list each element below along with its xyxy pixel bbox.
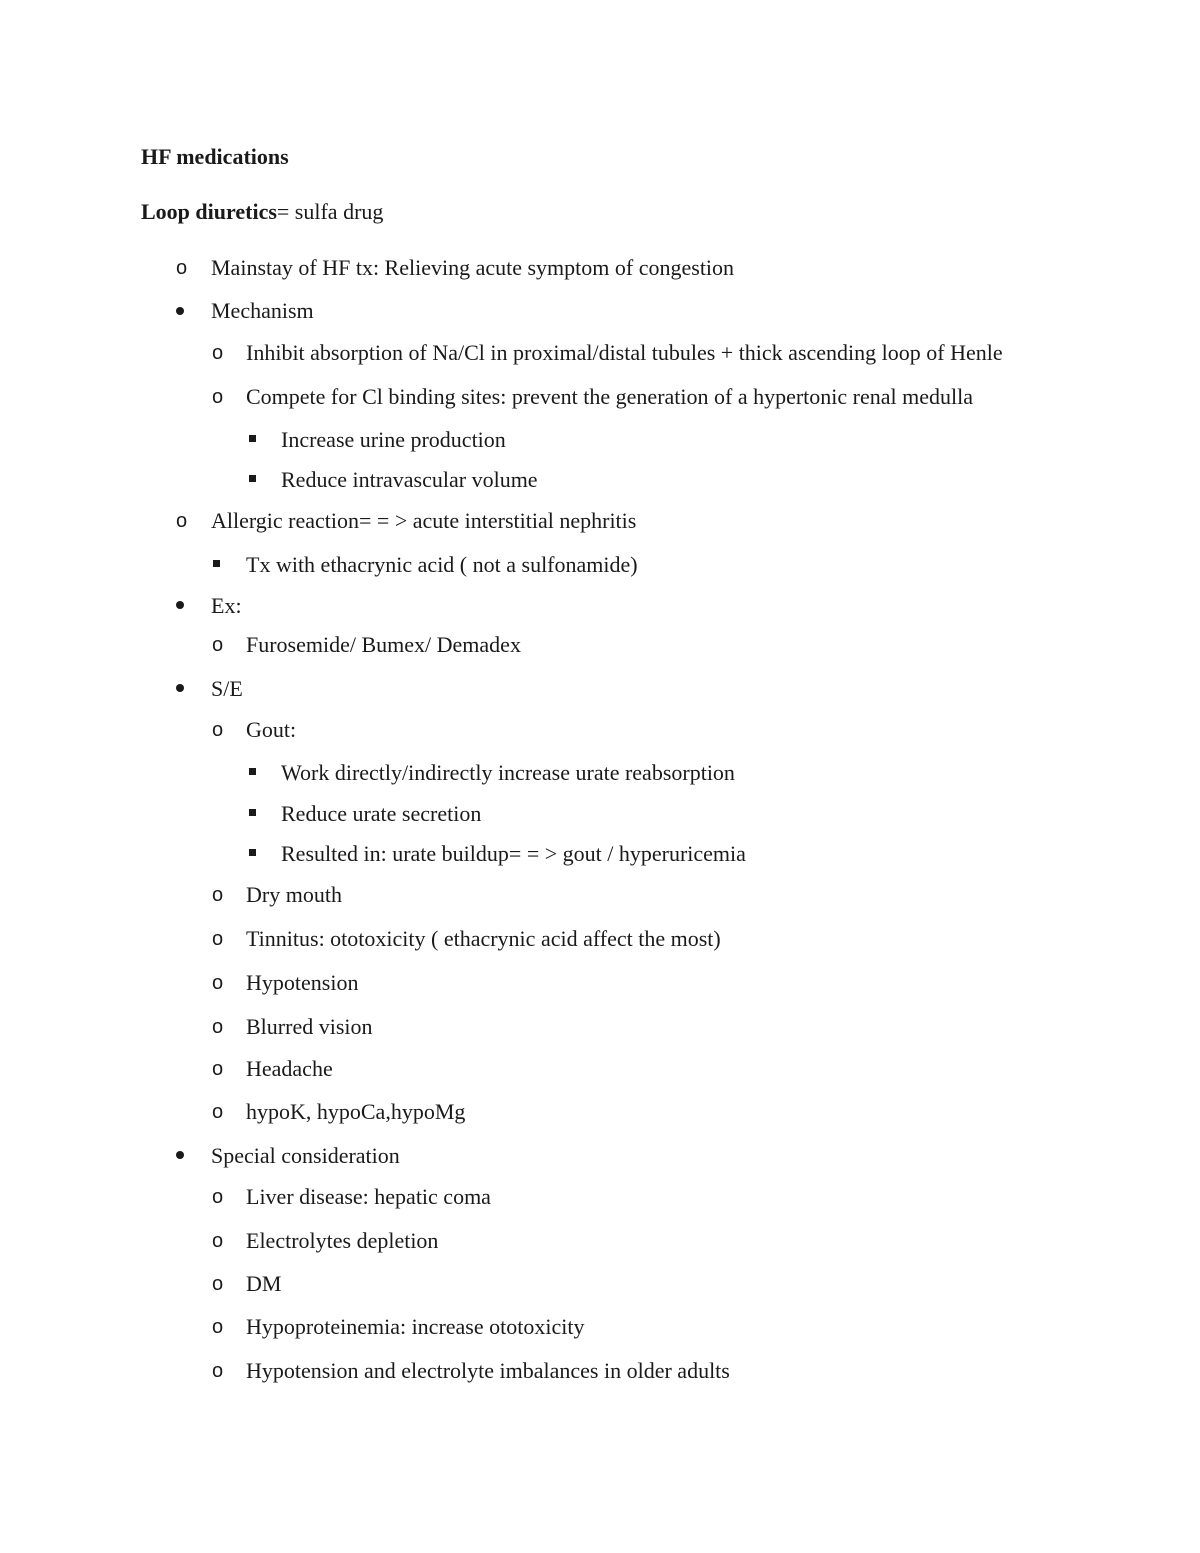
filled-dot-bullet-icon xyxy=(176,307,184,315)
list-item: Tx with ethacrynic acid ( not a sulfonamide) xyxy=(246,552,638,577)
list-item: Ex: xyxy=(211,593,242,618)
open-circle-bullet-icon: o xyxy=(212,928,224,950)
square-bullet-icon xyxy=(249,809,256,816)
section-heading xyxy=(141,199,383,225)
section-heading-rest: = sulfa drug xyxy=(276,199,384,224)
filled-dot-bullet-icon xyxy=(176,1151,184,1159)
open-circle-bullet-icon: o xyxy=(176,510,188,532)
list-item: Blurred vision xyxy=(246,1014,373,1039)
open-circle-bullet-icon: o xyxy=(212,719,224,741)
list-item: Dry mouth xyxy=(246,882,342,907)
filled-dot-bullet-icon xyxy=(176,684,184,692)
list-item: Mechanism xyxy=(211,298,314,323)
open-circle-bullet-icon: o xyxy=(176,257,188,279)
list-item: Increase urine production xyxy=(281,427,506,452)
list-item: Hypotension xyxy=(246,970,359,995)
list-item: Work directly/indirectly increase urate reabsorption xyxy=(281,760,735,785)
open-circle-bullet-icon: o xyxy=(212,1186,224,1208)
list-item: S/E xyxy=(211,676,243,701)
list-item: hypoK, hypoCa,hypoMg xyxy=(246,1099,466,1124)
open-circle-bullet-icon: o xyxy=(212,1360,224,1382)
list-item: Hypoproteinemia: increase ototoxicity xyxy=(246,1314,585,1339)
list-item: Mainstay of HF tx: Relieving acute symptom of congestion xyxy=(211,255,735,280)
list-item: Allergic reaction= = > acute interstitial nephritis xyxy=(211,508,637,533)
open-circle-bullet-icon: o xyxy=(212,884,224,906)
square-bullet-icon xyxy=(249,475,256,482)
filled-dot-bullet-icon xyxy=(176,601,184,609)
list-item: Headache xyxy=(246,1056,333,1081)
square-bullet-icon xyxy=(249,768,256,775)
list-item: Reduce intravascular volume xyxy=(281,467,538,492)
open-circle-bullet-icon: o xyxy=(212,1101,224,1123)
square-bullet-icon xyxy=(213,560,220,567)
list-item: Gout: xyxy=(246,717,297,742)
list-item: Special consideration xyxy=(211,1143,400,1168)
square-bullet-icon xyxy=(249,849,256,856)
open-circle-bullet-icon: o xyxy=(212,1273,224,1295)
open-circle-bullet-icon: o xyxy=(212,1058,224,1080)
open-circle-bullet-icon: o xyxy=(212,1230,224,1252)
open-circle-bullet-icon: o xyxy=(212,342,224,364)
list-item: Reduce urate secretion xyxy=(281,801,482,826)
list-item: Electrolytes depletion xyxy=(246,1228,439,1253)
document-title: HF medications xyxy=(141,144,289,169)
section-heading-bold: Loop diuretics xyxy=(141,199,277,224)
list-item: Compete for Cl binding sites: prevent the generation of a hypertonic renal medulla xyxy=(246,384,974,409)
list-item: Tinnitus: ototoxicity ( ethacrynic acid affect the most) xyxy=(246,926,721,951)
list-item: DM xyxy=(246,1271,282,1296)
list-item: Inhibit absorption of Na/Cl in proximal/distal tubules + thick ascending loop of Henle xyxy=(246,340,1003,365)
open-circle-bullet-icon: o xyxy=(212,1016,224,1038)
list-item: Furosemide/ Bumex/ Demadex xyxy=(246,632,521,657)
open-circle-bullet-icon: o xyxy=(212,972,224,994)
list-item: Resulted in: urate buildup= = > gout / hyperuricemia xyxy=(281,841,746,866)
open-circle-bullet-icon: o xyxy=(212,386,224,408)
square-bullet-icon xyxy=(249,435,256,442)
list-item: Hypotension and electrolyte imbalances in older adults xyxy=(246,1358,730,1383)
list-item: Liver disease: hepatic coma xyxy=(246,1184,491,1209)
open-circle-bullet-icon: o xyxy=(212,1316,224,1338)
open-circle-bullet-icon: o xyxy=(212,634,224,656)
